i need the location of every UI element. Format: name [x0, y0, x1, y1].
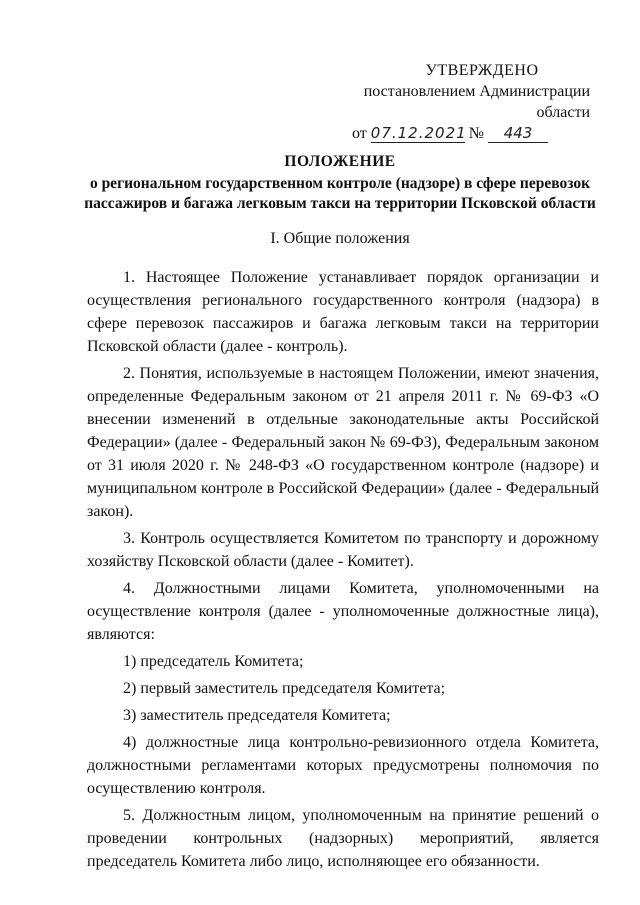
number-sign: №	[468, 125, 485, 142]
approval-stamp	[322, 60, 602, 144]
paragraph-5: 5. Должностным лицом, уполномоченным на принятие решений о проведении контрольных (надзорных) мероприятий, является председатель Комитета либо лицо, исполняющее его обязанности.	[87, 807, 599, 870]
list-item: 4) должностные лица контрольно-ревизионного отдела Комитета, должностными регламентами которых предусмотрены полномочия по осуществлению контроля.	[87, 734, 599, 797]
document-body	[87, 266, 599, 877]
list-item: 3) заместитель председателя Комитета;	[123, 707, 391, 724]
date-number-line	[322, 123, 602, 144]
paragraph-3: 3. Контроль осуществляется Комитетом по транспорту и дорожному хозяйству Псковской области (далее - Комитет).	[87, 530, 599, 570]
title-line-1: о региональном государственном контроле (надзоре) в сфере перевозок	[89, 175, 591, 192]
title-line-2: пассажиров и багажа легковым такси на территории Псковской области	[84, 195, 596, 212]
section-heading: I. Общие положения	[270, 230, 410, 247]
handwritten-date: 07.12.2021	[370, 124, 467, 142]
date-prefix: от	[352, 125, 367, 142]
handwritten-number: 443	[488, 125, 548, 143]
approved-label: УТВЕРЖДЕНО	[425, 62, 539, 79]
list-item: 1) председатель Комитета;	[123, 653, 304, 670]
paragraph-4: 4. Должностными лицами Комитета, уполномоченными на осуществление контроля (далее - уполномоченные должностные лица), являются:	[87, 580, 599, 643]
paragraph-1: 1. Настоящее Положение устанавливает порядок организации и осуществления регионального государственного контроля (надзора) в сфере перевозок пассажиров и багажа легковым такси на территории Псковской области (далее - контроль).	[87, 269, 599, 355]
list-item: 2) первый заместитель председателя Комитета;	[123, 680, 446, 697]
paragraph-2: 2. Понятия, используемые в настоящем Положении, имеют значения, определенные Федеральным законом от 21 апреля 2011 г. № 69-ФЗ «О внесении изменений в отдельные законодательные акты Российской Федерации» (далее - Федеральный закон № 69-ФЗ), Федеральным законом от 31 июля 2020 г. № 248-ФЗ «О государственном контроле (надзоре) и муниципальном контроле в Российской Федерации» (далее - Федеральный закон).	[87, 365, 599, 520]
document-title	[60, 152, 620, 214]
title-heading: ПОЛОЖЕНИЕ	[284, 153, 396, 170]
resolution-line: постановлением Администрации области	[363, 83, 590, 121]
